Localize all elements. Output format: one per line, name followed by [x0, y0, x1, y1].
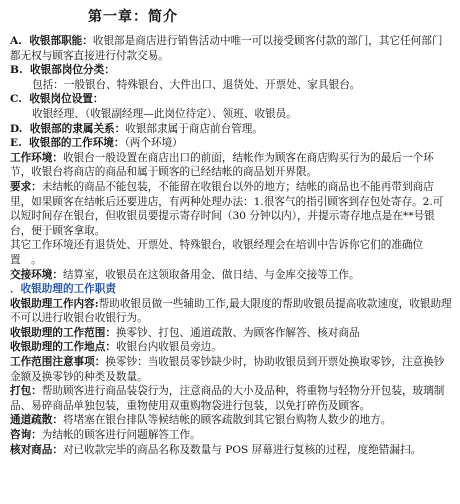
section-b-text: 包括：一般银台、特殊银台、大件出口、退货处、开票处、家具银台。 — [32, 78, 361, 91]
assistant-content — [10, 297, 452, 326]
packing-text: 帮助顾客进行商品装袋行为，注意商品的大小及品种，将重物与轻物分开包装，玻璃制品、易碎商品单独包装，重物使用双重购物袋进行包装，以免打碎伤及顾客。 — [10, 385, 445, 412]
assistant-scope — [10, 326, 452, 341]
assistant-content-text: 帮助收银员做一些辅助工作,最大限度的帮助收银员提高收款速度，收银助理不可以进行收银台收银行为。 — [10, 297, 452, 325]
consultation-heading: 咨询： — [10, 429, 42, 442]
requirements-heading: 要求： — [10, 180, 42, 193]
work-environment — [10, 151, 452, 180]
section-d-text: 收银部隶属于商店前台管理。 — [125, 122, 263, 135]
aisle-dispersal-heading: 通道疏散： — [10, 414, 63, 427]
scope-notice-heading: 工作范围注意事项： — [10, 356, 106, 369]
section-a-text: 收银部是商店进行销售活动中唯一可以接受顾客付款的部门，其它任何部门都无权与顾客直接进行付款交易。 — [10, 35, 443, 62]
assistant-place — [10, 340, 452, 355]
assistant-scope-text: 换零钞、打包、通道疏散、为顾客作解答、核对商品 — [115, 326, 360, 339]
assistant-duties-heading: ．收银助理的工作职责 — [10, 283, 116, 296]
assistant-content-heading: 收银助理工作内容: — [10, 297, 99, 310]
requirements — [10, 180, 452, 238]
packing-heading: 打包： — [10, 385, 42, 398]
requirements-text: 未结帐的商品不能包装，不能留在收银台以外的地方；结帐的商品也不能再带到商店里，如果顾客在结帐后还要进店，有两种处理办法：1.很客气的指引顾客到存包处寄存。2.可以短时间存在银台，但收银员要提示寄存时间（30 分钟以内），并提示寄存地点是在**号银台，便于顾客拿取。 — [10, 180, 444, 237]
aisle-dispersal-text: 将堵塞在银台排队等候结帐的顾客疏散到其它银台购物人数少的地方。 — [62, 414, 392, 427]
section-b-label: B. — [10, 64, 23, 77]
scope-notice — [10, 355, 452, 384]
section-d-heading: 收银部的隶属关系： — [29, 122, 126, 135]
assistant-place-text: 收银台内收银员旁边。 — [115, 341, 222, 354]
section-c-text: 收银经理、（收银副经理—此岗位待定）、领班、收银员。 — [32, 107, 297, 120]
section-a-label: A. — [10, 35, 22, 47]
scope-notice-text: 换零钞：当收银员零钞缺少时，协助收银员到开票处换取零钞，注意换钞金额及换零钞的种类及数量。 — [10, 356, 445, 383]
work-environment-text: 收银台一般设置在商店出口的前面，结帐作为顾客在商店购买行为的最后一个环节，收银台将商店的商品和属于顾客的已经结帐的商品划开界限。 — [10, 151, 434, 179]
section-b-heading: 收银部岗位分类： — [30, 64, 115, 77]
section-c-heading: 收银岗位设置： — [29, 93, 104, 106]
chapter-title: 第一章：简介 — [88, 9, 178, 25]
section-c-heading-line — [10, 92, 452, 107]
other-environment-text: 其它工作环境还有退货处、开票处、特殊银台，收银经理会在培训中告诉你它们的准确位置 。 — [10, 239, 424, 266]
section-d-label: D. — [10, 122, 23, 135]
exchange-environment-heading: 交接环境： — [10, 268, 63, 281]
section-a — [10, 34, 452, 63]
verify-goods-heading: 核对商品： — [10, 443, 63, 456]
packing — [10, 384, 452, 413]
consultation-text: 为结帐的顾客进行问题解答工作。 — [41, 429, 201, 442]
verify-goods — [10, 443, 452, 458]
verify-goods-text: 对已收款完毕的商品名称及数量与 POS 屏幕进行复核的过程，度绝错漏扫。 — [62, 443, 422, 456]
section-e-label: E. — [10, 137, 22, 150]
exchange-environment — [10, 268, 452, 283]
assistant-scope-heading: 收银助理的工作范围： — [10, 326, 116, 339]
exchange-environment-text: 结算室，收银员在这领取备用金、做日结、与金库交接等工作。 — [62, 268, 360, 281]
section-e-heading: 收银部的工作环境： — [29, 137, 125, 150]
consultation — [10, 428, 452, 443]
section-e-text: （两个环境） — [124, 137, 183, 150]
section-c-label: C. — [10, 93, 22, 106]
section-d — [10, 122, 452, 137]
aisle-dispersal — [10, 413, 452, 428]
assistant-place-heading: 收银助理的工作地点： — [10, 341, 116, 354]
section-e — [10, 136, 452, 151]
section-b-heading-line — [10, 63, 452, 78]
section-a-heading: 收银部职能： — [29, 35, 93, 47]
work-environment-heading: 工作环境： — [10, 151, 63, 164]
